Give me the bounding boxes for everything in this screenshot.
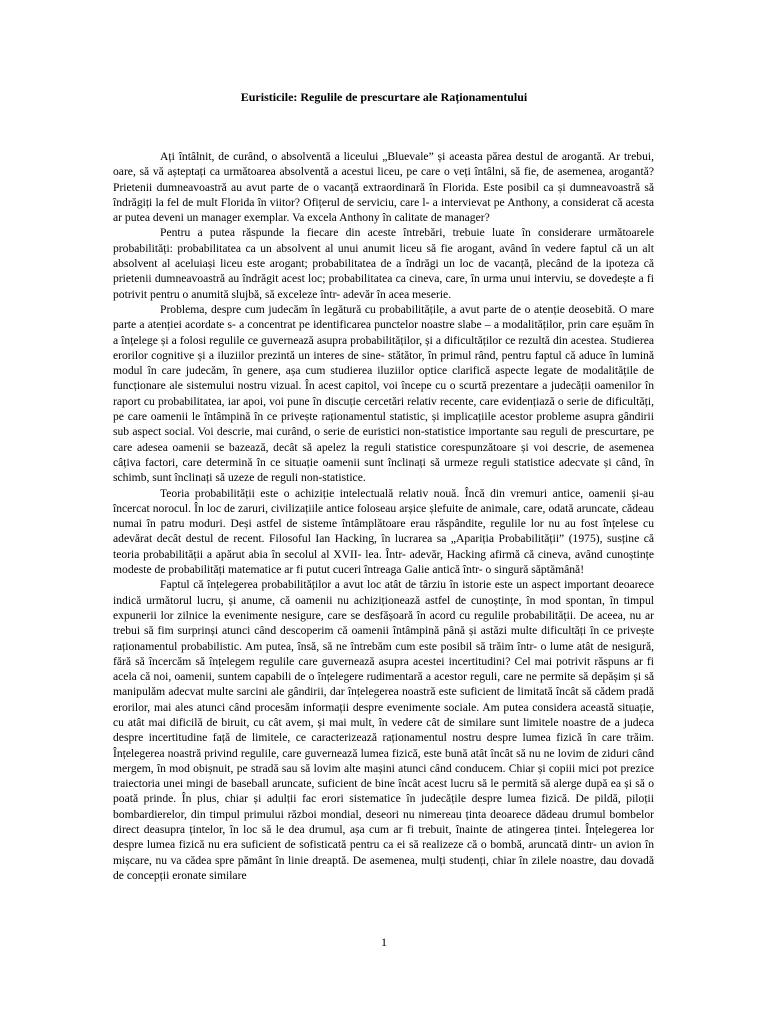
paragraph: Faptul că înțelegerea probabilităților a avut loc atât de târziu în istorie este un aspect important deoarece indică următorul lucru, și anume, că oamenii nu achiziționează astfel de cunoștințe, în mod spontan, în timpul expunerii lor zilnice la evenimente nesigure, care se desfășoară în acord cu regulile probabilității. De aceea, nu ar trebui să fim surprinși atunci când descoperim că oamenii întâmpină până și astăzi multe dificultăți în ce privește raționamentul probabilistic. Am putea, însă, să ne întrebăm cum este posibil să trăim într- o lume atât de nesigură, fără să încercăm să înțelegem regulile care guvernează asupra acestei incertitudini? Cel mai potrivit răspuns ar fi acela că noi, oamenii, suntem capabili de o înțelegere rudimentară a acestor reguli, care ne permite să depășim și să manipulăm adecvat multe sarcini ale gândirii, dar înțelegerea noastră este suficient de limitată încât să cădem pradă erorilor, mai ales atunci când procesăm informații despre evenimente sociale. Am putea considera această situație, cu atât mai dificilă de biruit, cu cât avem, și mai mult, în vedere cât de similare sunt limitele noastre de a judeca despre incertitudine față de limitele, ce caracterizează raționamentul nostru despre lumea fizică în care trăim. Înțelegerea noastră privind regulile, care guvernează lumea fizică, este bună atât încât să nu ne lovim de zidurі când mergem, în mod obișnuit, pe stradă sau să lovim alte mașini atunci când conducem. Chiar și copiii mici pot prezice traiectoria unei mingi de baseball aruncate, suficient de bine încât acest lucru să le permită să alerge după ea și să o poată prinde. În plus, chiar și adulții fac erori sistematice în judecățile despre lumea fizică. De pildă, piloții bombardierelor, din timpul primului război mondial, deseori nu nimereau ținta deoarece dădeau drumul bombelor direct deasupra țintelor, în loc să le dea drumul, așa cum ar fi trebuit, înainte de atingerea țintei. Înțelegerea lor despre lumea fizică nu era suficient de sofisticată pentru ca ei să realizeze că o bombă, aruncată dintr- un avion în mișcare, nu va cădea spre pământ în linie dreaptă. De asemenea, mulți studenți, chiar în zilele noastre, dau dovadă de concepții eronate similare [113,578,654,882]
paragraph: Teoria probabilității este o achiziție intelectuală relativ nouă. Încă din vremuri antice, oamenii și-au încercat norocul. În loc de zaruri, civilizațiile antice foloseau arșice șlefuite de animale, care, odată aruncate, cădeau numai în patru moduri. Deși astfel de sisteme întâmplătoare erau răspândite, regulile lor nu au fost înțelese cu adevărat decât destul de recent. Filosoful Ian Hacking, în lucrarea sa „Apariția Probabilității” (1975), susține că teoria probabilității a apărut abia în secolul al XVII- lea. Într- adevăr, Hacking afirmă că cineva, având cunoștințe modeste de probabilități matematice ar fi putut cuceri întreaga Galie antică într- o singură săptămână! [113,486,654,577]
paragraph: Ați întâlnit, de curând, o absolventă a liceului „Bluevale” și aceasta părea destul de arogantă. Ar trebui, oare, să vă așteptați ca următoarea absolventă a acestui liceu, pe care o veți întâlni, să fie, de asemenea, arogantă? Prietenii dumneavoastră au avut parte de o vacanță extraordinară în Florida. Este posibil ca și dumneavoastră să îndrăgiți la fel de mult Florida în viitor? Ofițerul de serviciu, care l- a intervievat pe Anthony, a considerat că acesta ar putea deveni un manager exemplar. Va excela Anthony în calitate de manager? [113,150,654,225]
page-number: 1 [381,935,387,949]
paragraph: Pentru a putea răspunde la fiecare din aceste întrebări, trebuie luate în considerare următoarele probabilități: probabilitatea ca un absolvent al unui anumit liceu să fie arogant, având în vedere faptul că un alt absolvent al aceluiași liceu este arogant; probabilitatea de a îndrăgi un loc de vacanță, plecând de la ipoteza că prietenii dumneavoastră au îndrăgit acest loc; probabilitatea ca cineva, care, în urma unui interviu, se dovedește a fi potrivit pentru o anumită slujbă, să exceleze într- adevăr în acea meserie. [113,226,654,301]
document-body [113,149,654,883]
paragraph: Problema, despre cum judecăm în legătură cu probabilitățile, a avut parte de o atenție deosebită. O mare parte a atenției acordate s- a concentrat pe identificarea punctelor noastre slabe – a modalităților, prin care eșuăm în a înțelege și a folosi regulile ce guvernează asupra probabilităților, și a dificultăților ce rezultă din acestea. Studierea erorilor cognitive și a iluziilor prezintă un interes de sine- stătător, în primul rând, pentru faptul că aduce în lumină modul în care judecăm, în genere, așa cum studierea iluziilor optice clarifică aspecte legate de modalitățile de funcționare ale sistemului nostru vizual. În acest capitol, voi începe cu o scurtă prezentare a judecății oamenilor în raport cu probabilitatea, iar apoi, voi pune în discuție cercetări relativ recente, care evidențiază o serie de dificultăți, pe care oamenii le întâmpină în ce privește raționamentul statistic, și implicațiile acestor probleme asupra gândirii sub aspect social. Voi descrie, mai curând, o serie de euristici non-statistice importante sau reguli de prescurtare, pe care adesea oamenii se bazează, decât să apelez la reguli statistice corespunzătoare și voi descrie, de asemenea câțiva factori, care determină în ce situație oamenii sunt înclinați să urmeze reguli statistice adecvate și când, în schimb, sunt înclinați să uzeze de reguli non-statistice. [113,302,654,485]
document-title: Euristicile: Regulile de prescurtare ale Raționamentului [240,90,528,104]
